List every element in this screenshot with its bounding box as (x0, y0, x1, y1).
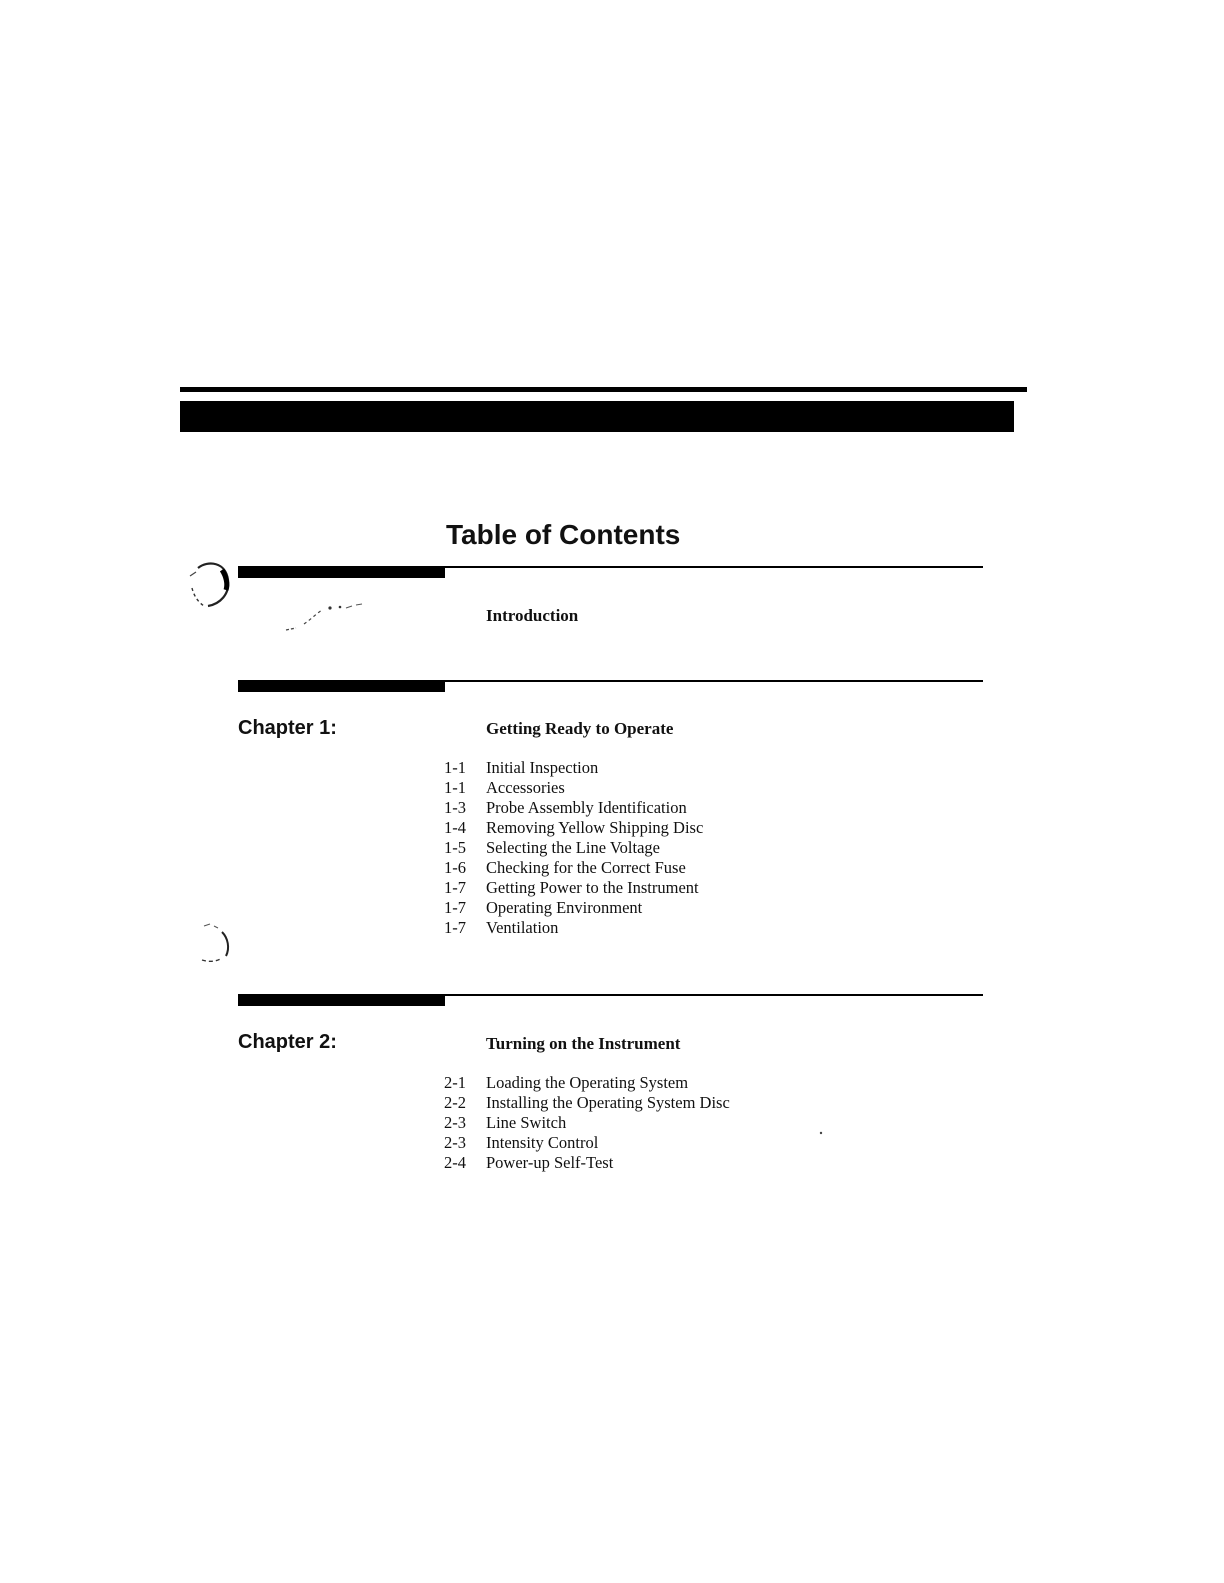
toc-entry-page: 1-1 (444, 758, 466, 777)
stray-dot (818, 1130, 824, 1136)
section-title-chapter-2: Turning on the Instrument (486, 1034, 681, 1053)
toc-entry-title: Loading the Operating System (486, 1073, 689, 1092)
toc-entry-title: Accessories (486, 778, 565, 797)
toc-entry-page: 2-3 (444, 1113, 466, 1132)
toc-entry-page: 1-7 (444, 918, 466, 937)
toc-entry (444, 918, 703, 938)
toc-entry (444, 798, 703, 818)
toc-entry-page: 2-1 (444, 1073, 466, 1092)
section-title-chapter-1: Getting Ready to Operate (486, 719, 674, 738)
toc-entry-page: 2-3 (444, 1133, 466, 1152)
top-rule (180, 387, 1027, 392)
toc-entry-title: Removing Yellow Shipping Disc (486, 818, 704, 837)
toc-entry-title: Intensity Control (486, 1133, 599, 1152)
toc-entry-title: Getting Power to the Instrument (486, 878, 699, 897)
toc-entry-title: Ventilation (486, 918, 559, 937)
toc-entry (444, 818, 703, 838)
toc-entry-page: 1-3 (444, 798, 466, 817)
toc-entry (444, 878, 703, 898)
top-band (180, 401, 1014, 432)
toc-entry-page: 2-4 (444, 1153, 466, 1172)
toc-entry (444, 1153, 730, 1173)
chapter-1-entries (444, 758, 703, 938)
toc-entry-title: Line Switch (486, 1113, 567, 1132)
stray-scan-marks (282, 600, 366, 636)
section-divider-introduction (238, 566, 983, 580)
toc-entry (444, 1113, 730, 1133)
binder-hole-mark-top (186, 560, 236, 612)
toc-entry-page: 1-4 (444, 818, 466, 837)
toc-entry-title: Checking for the Correct Fuse (486, 858, 686, 877)
toc-entry-title: Probe Assembly Identification (486, 798, 687, 817)
toc-entry (444, 838, 703, 858)
chapter-1-label: Chapter 1: (238, 717, 337, 739)
toc-entry (444, 758, 703, 778)
chapter-2-label: Chapter 2: (238, 1031, 337, 1053)
chapter-2-entries (444, 1073, 730, 1173)
toc-entry-page: 1-7 (444, 878, 466, 897)
toc-entry-page: 1-6 (444, 858, 466, 877)
toc-entry (444, 898, 703, 918)
toc-entry-title: Installing the Operating System Disc (486, 1093, 730, 1112)
section-divider-chapter-1 (238, 680, 983, 694)
toc-entry (444, 1073, 730, 1093)
section-title-introduction: Introduction (486, 606, 579, 625)
toc-entry-page: 1-7 (444, 898, 466, 917)
toc-entry (444, 1133, 730, 1153)
toc-entry (444, 778, 703, 798)
binder-hole-mark-bottom (194, 920, 236, 966)
toc-entry-title: Power-up Self-Test (486, 1153, 614, 1172)
toc-entry (444, 858, 703, 878)
toc-entry-title: Selecting the Line Voltage (486, 838, 660, 857)
toc-entry-title: Operating Environment (486, 898, 643, 917)
section-divider-chapter-2 (238, 994, 983, 1008)
toc-entry (444, 1093, 730, 1113)
toc-entry-title: Initial Inspection (486, 758, 599, 777)
toc-entry-page: 1-5 (444, 838, 466, 857)
toc-entry-page: 1-1 (444, 778, 466, 797)
toc-entry-page: 2-2 (444, 1093, 466, 1112)
page-title: Table of Contents (446, 519, 681, 550)
